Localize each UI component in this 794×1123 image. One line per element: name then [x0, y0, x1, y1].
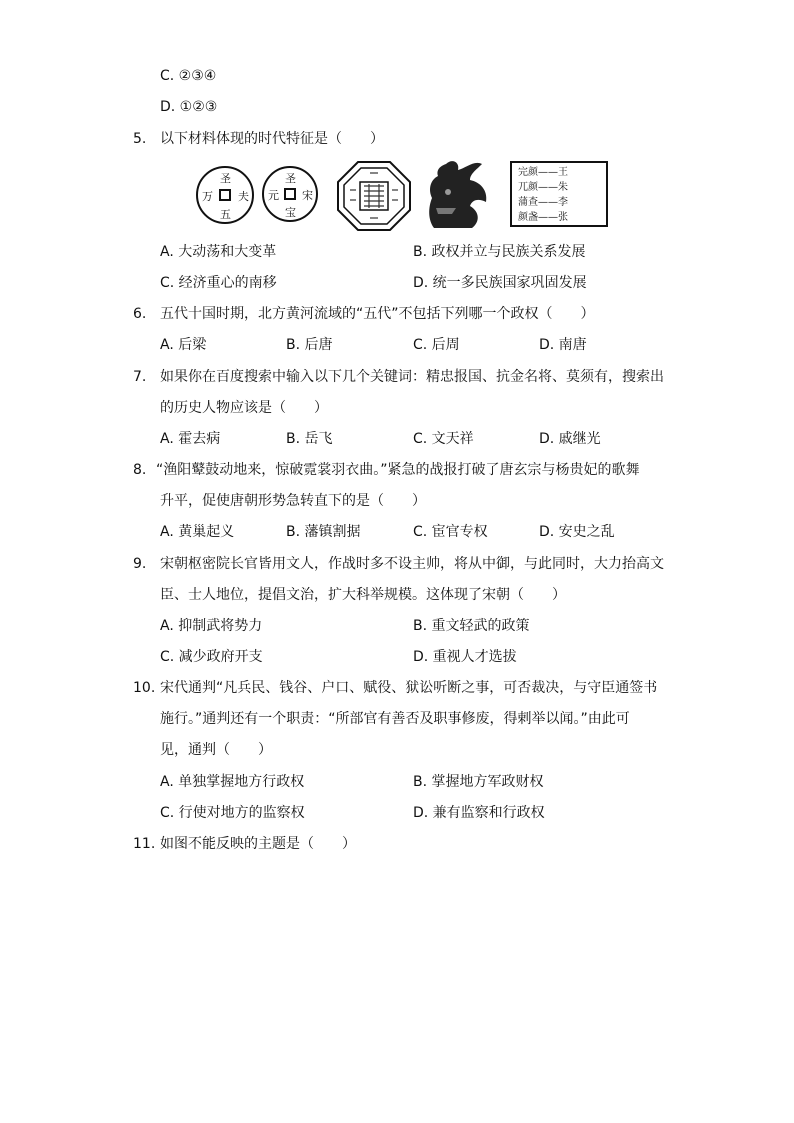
coin-image-1: [196, 166, 254, 224]
q8-stem-line2: 升平，促使唐朝形势急转直下的是（ ）: [160, 493, 426, 509]
q10-option-c[interactable]: C. 行使对地方的监察权: [160, 805, 305, 821]
surname-line-3: 蒲查——李: [518, 197, 568, 208]
q8-option-d[interactable]: D. 安史之乱: [539, 524, 615, 540]
octagonal-seal-image: [336, 160, 412, 232]
q11-number: 11.: [133, 836, 156, 852]
q10-stem-line1: 宋代通判“凡兵民、钱谷、户口、赋役、狱讼听断之事，可否裁决，与守臣通签书: [160, 680, 658, 696]
q5-number: 5.: [133, 131, 147, 147]
q5-option-b[interactable]: B. 政权并立与民族关系发展: [413, 244, 586, 260]
prev-option-d: D. ①②③: [160, 99, 218, 115]
coin-image-2: [262, 166, 318, 222]
q9-stem-line2: 臣、士人地位，提倡文治，扩大科举规模。这体现了宋朝（ ）: [160, 587, 566, 603]
q7-number: 7.: [133, 369, 147, 385]
coin2-char-left: 元: [268, 189, 279, 202]
q9-option-a[interactable]: A. 抑制武将势力: [160, 618, 263, 634]
q8-option-c[interactable]: C. 宦官专权: [413, 524, 488, 540]
q10-option-d[interactable]: D. 兼有监察和行政权: [413, 805, 545, 821]
q10-number: 10.: [133, 680, 156, 696]
coin1-char-right: 夫: [238, 190, 249, 203]
q9-stem-line1: 宋朝枢密院长官皆用文人，作战时多不设主帅，将从中御，与此同时，大力抬高文: [160, 556, 664, 572]
q5-option-a[interactable]: A. 大动荡和大变革: [160, 244, 277, 260]
q6-option-a[interactable]: A. 后梁: [160, 337, 207, 353]
q6-option-b[interactable]: B. 后唐: [286, 337, 333, 353]
q9-number: 9.: [133, 556, 147, 572]
q7-stem-line2: 的历史人物应该是（ ）: [160, 400, 328, 416]
q10-stem-line3: 见，通判（ ）: [160, 742, 272, 758]
q6-stem-line1: 五代十国时期，北方黄河流域的“五代”不包括下列哪一个政权（ ）: [160, 306, 595, 322]
q5-image-row: [196, 158, 616, 232]
q6-option-d[interactable]: D. 南唐: [539, 337, 587, 353]
q8-option-b[interactable]: B. 藩镇割据: [286, 524, 361, 540]
q10-option-a[interactable]: A. 单独掌握地方行政权: [160, 774, 305, 790]
surname-line-1: 完颜——王: [518, 167, 568, 178]
q5-option-c[interactable]: C. 经济重心的南移: [160, 275, 277, 291]
q9-option-c[interactable]: C. 减少政府开支: [160, 649, 263, 665]
coin1-char-top: 圣: [220, 172, 231, 185]
q7-option-c[interactable]: C. 文天祥: [413, 431, 474, 447]
q10-stem-line2: 施行。”通判还有一个职责：“所部官有善否及职事修废，得剌举以闻。”由此可: [160, 711, 630, 727]
q7-option-d[interactable]: D. 戚继光: [539, 431, 601, 447]
surname-line-2: 兀颜——朱: [518, 182, 568, 193]
q7-option-a[interactable]: A. 霍去病: [160, 431, 221, 447]
q5-stem-line1: 以下材料体现的时代特征是（ ）: [160, 131, 384, 147]
coin2-char-right: 宋: [302, 189, 313, 202]
coin2-char-top: 圣: [285, 172, 296, 185]
surname-line-4: 颜盏——张: [518, 212, 568, 223]
q5-option-d[interactable]: D. 统一多民族国家巩固发展: [413, 275, 587, 291]
q10-option-b[interactable]: B. 掌握地方军政财权: [413, 774, 544, 790]
surname-change-table-image: [510, 161, 608, 227]
q6-option-c[interactable]: C. 后周: [413, 337, 460, 353]
q7-option-b[interactable]: B. 岳飞: [286, 431, 333, 447]
coin1-char-left: 万: [202, 190, 213, 203]
q8-option-a[interactable]: A. 黄巢起义: [160, 524, 235, 540]
q8-stem-line1: “渔阳鼙鼓动地来，惊破霓裳羽衣曲。”紧急的战报打破了唐玄宗与杨贵妃的歌舞: [156, 462, 640, 478]
q8-number: 8.: [133, 462, 147, 478]
q11-stem-line1: 如图不能反映的主题是（ ）: [160, 836, 356, 852]
q7-stem-line1: 如果你在百度搜索中输入以下几个关键词：精忠报国、抗金名将、莫须有，搜索出: [160, 369, 664, 385]
coin2-char-bottom: 宝: [285, 206, 296, 219]
bronze-dragon-head-image: [426, 158, 492, 232]
q9-option-b[interactable]: B. 重文轻武的政策: [413, 618, 530, 634]
prev-option-c: C. ②③④: [160, 68, 217, 84]
q9-option-d[interactable]: D. 重视人才选拔: [413, 649, 517, 665]
coin1-char-bottom: 五: [220, 208, 231, 221]
q6-number: 6.: [133, 306, 147, 322]
